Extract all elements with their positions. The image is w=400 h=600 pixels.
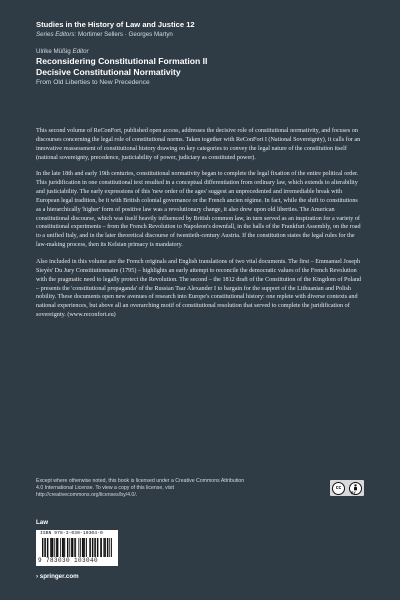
blurb-paragraph-2: In the late 18th and early 19th centuries, constitutional normativity began to complete the legal fixation of the entire political order. This juridification in one constitutional text resulted in a conceptual differentiation from ordinary law, which extends to alterability and justiciability. The early expressions of this 'new order of the ages' suggest an unprecedented and irremediable break with European legal tradition, be it with British colonial governance or the French ancien régime. In fact, while the shift to constitutions as a hierarchically 'higher' form of positive law was a revolutionary change, it also drew upon old liberties. The American constitutional discourse, which was itself heavily influenced by British common law, in turn served as an inspiration for a variety of constitutional experiments – from the French Revolution to Napoleon's downfall, in the halls of the Frankfurt Assembly, on the road to a unified Italy, and in the later theoretical discourse of twentieth-century Austria. If the constitution states the legal rules for the law-making process, then its Kelsian primacy is mandatory. xyxy=(36,171,361,249)
blurb-paragraph-3: Also included in this volume are the French originals and English translations of two vital documents. The first – Emmanuel Joseph Sieyès' Du Jury Constitutionnaire (1795) – highlights an early attempt to reconcile the democratic values of the French Revolution with the pragmatic need to legally protect the Revolution. The second – the 1812 draft of the Constitution of the Kingdom of Poland – presents the 'constitutional propaganda' of the Russian Tsar Alexander I to bargain for the support of the Lithuanian and Polish nobility. These documents open new avenues of research into Europe's constitutional history: one replete with diverse contexts and national experiences, but above all an overarching motif of constitutional resolution that served to complete the juridification of sovereignty. (www.reconfort.eu) xyxy=(36,258,362,319)
book-editor xyxy=(36,47,380,56)
blurb-paragraph-1: This second volume of ReConFort, published open access, addresses the decisive role of constitutional normativity, and focuses on discourses concerning the legal role of constitutional norms. Taken together with ReConFort I (National Sovereignty), it calls for an innovative reassessment of constitutional history drawing on key categories to convey the legal nature of the constitution itself (national sovereignty, precedence, justiciability of power, judiciary as constituted power). xyxy=(36,128,361,161)
blurb xyxy=(36,127,362,328)
book-subtitle: From Old Liberties to New Precedence xyxy=(36,79,150,86)
by-label: BY xyxy=(351,491,356,495)
isbn-digits: 9 783030 103040 xyxy=(38,557,99,564)
barcode-bars xyxy=(42,538,114,557)
publisher-link[interactable]: › springer.com xyxy=(36,573,79,580)
book-title-line1: Reconsidering Constitutional Formation II xyxy=(36,56,208,66)
series-editors xyxy=(36,30,380,39)
license-text: Except where otherwise noted, this book is licensed under a Creative Commons Attribution 4.0 International License. To view a copy of this license, visit http://creativecommons.org/licenses/by/4.0/. xyxy=(36,478,245,499)
book-editor-name: Ulrike Müßig xyxy=(36,48,71,55)
subject-category: Law xyxy=(36,519,49,526)
cc-by-badge xyxy=(330,480,364,496)
book-title-line2: Decisive Constitutional Normativity xyxy=(36,67,181,77)
series-title: Studies in the History of Law and Justice 12 xyxy=(36,20,195,29)
isbn-barcode xyxy=(36,530,118,566)
cc-icon: cc xyxy=(332,482,345,495)
book-editor-role: Editor xyxy=(72,48,89,55)
series-editors-label: Series Editors: xyxy=(36,31,77,38)
series-editors-names: Mortimer Sellers · Georges Martyn xyxy=(77,31,173,38)
header xyxy=(36,20,380,88)
isbn-label: ISBN 978-3-030-10304-0 xyxy=(40,531,103,536)
